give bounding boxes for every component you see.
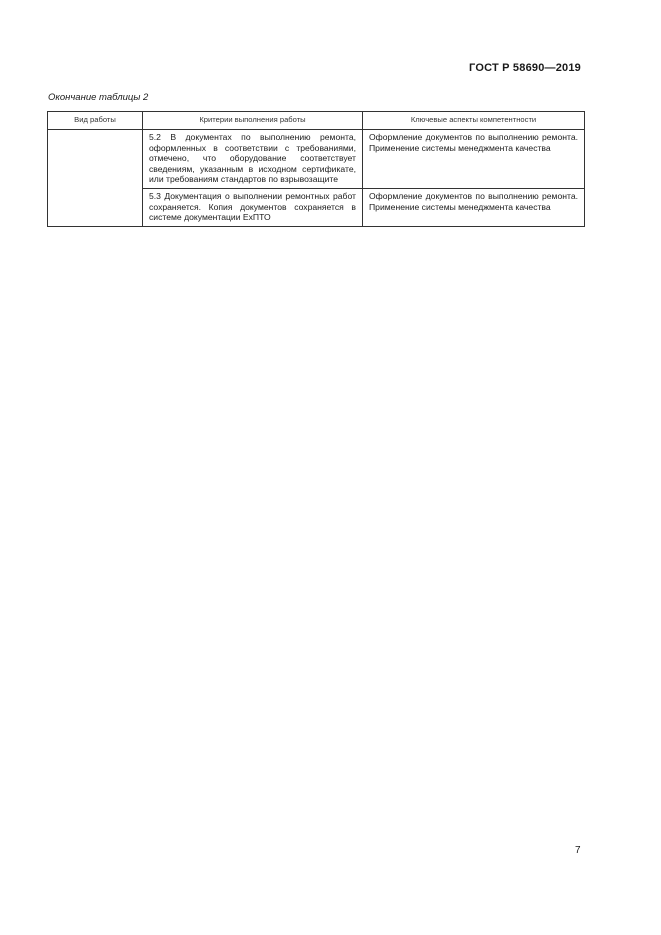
cell-criteria: 5.3 Документация о выполнении ремонтных работ сохраняется. Копия документов сохраняется в системе документации ExПТО <box>143 188 363 226</box>
document-code: ГОСТ Р 58690—2019 <box>469 62 581 74</box>
header-aspects: Ключевые аспекты компетентности <box>363 112 585 130</box>
header-criteria: Критерии выполнения работы <box>143 112 363 130</box>
table-header-row <box>48 112 585 130</box>
table-row <box>48 130 585 189</box>
header-work-type: Вид работы <box>48 112 143 130</box>
competence-table <box>47 111 585 227</box>
cell-work-type <box>48 130 143 227</box>
page-number: 7 <box>575 845 581 856</box>
table-caption: Окончание таблицы 2 <box>48 92 149 103</box>
cell-aspects: Оформление документов по выполнению ремонта. Применение системы менеджмента качества <box>363 130 585 189</box>
cell-aspects: Оформление документов по выполнению ремонта. Применение системы менеджмента качества <box>363 188 585 226</box>
cell-criteria: 5.2 В документах по выполнению ремонта, оформленных в соответствии с требованиями, отмечено, что оборудование соответствует сведениям, указанным в исходном сертификате, или требованиям стандартов по взрывозащите <box>143 130 363 189</box>
